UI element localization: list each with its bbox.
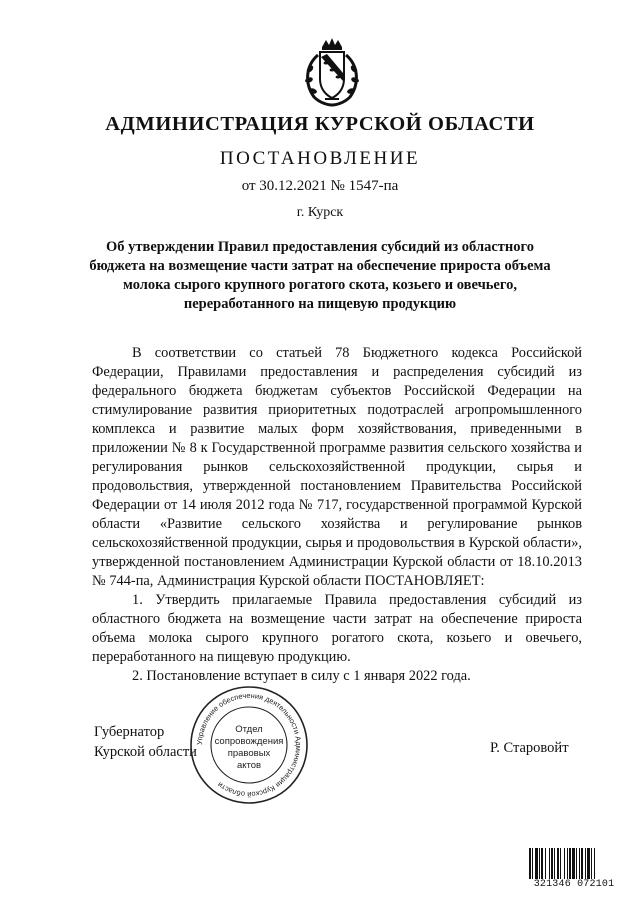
stamp-ring-text: Управление обеспечения деятельности Администрации Курской области bbox=[194, 690, 304, 800]
document-number: от 30.12.2021 № 1547-па bbox=[241, 178, 399, 194]
signatory-position-line2: Курской области bbox=[94, 744, 197, 760]
body-paragraph-item-1: 1. Утвердить прилагаемые Правила предоставления субсидий из областного бюджета на возмещение части затрат на обеспечение прироста объема молока сырого крупного рогатого скота, козьего и овечьего, переработанного на пищевую продукцию. bbox=[92, 592, 582, 665]
document-city: г. Курск bbox=[296, 205, 344, 220]
document-type: ПОСТАНОВЛЕНИЕ bbox=[219, 148, 421, 169]
stamp-line-4: актов bbox=[236, 760, 262, 771]
stamp-line-3: правовых bbox=[227, 748, 271, 759]
signatory-name: Р. Старовойт bbox=[490, 740, 569, 756]
body-paragraph-item-2: 2. Постановление вступает в силу с 1 января 2022 года. bbox=[132, 668, 471, 684]
body-paragraph-preamble: В соответствии со статьей 78 Бюджетного кодекса Российской Федерации, Правилами предоставления и распределения субсидий из федерального бюджета бюджетам субъектов Российской Федерации на стимулирование развития приоритетных подотраслей агропромышленного комплекса и развитие малых форм хозяйствования, приведенными в приложении № 8 к Государственной программе развития сельского хозяйства и регулирования рынков сельскохозяйственной продукции, сырья и продовольствия, утвержденной постановлением Правительства Российской Федерации от 14 июля 2012 года № 717, государственной программой Курской области «Развитие сельского хозяйства и регулирование рынков сельскохозяйственной продукции, сырья и продовольствия в Курской области», утвержденной постановлением Администрации Курской области от 18.10.2013 № 744-па, Администрация Курской области ПОСТАНОВЛЯЕТ: bbox=[92, 345, 582, 589]
official-stamp bbox=[188, 684, 310, 806]
signatory-position-line1: Губернатор bbox=[94, 724, 165, 740]
coat-of-arms-icon bbox=[300, 35, 364, 107]
signatory-position bbox=[94, 722, 197, 762]
stamp-line-1: Отдел bbox=[235, 724, 263, 735]
document-body bbox=[92, 344, 582, 686]
document-title: Об утверждении Правил предоставления субсидий из областного бюджета на возмещение части затрат на обеспечение прироста объема молока сырого крупного рогатого скота, козьего и овечьего, переработанного на пищевую продукцию bbox=[89, 239, 551, 312]
barcode-number: 321346 072101 bbox=[528, 879, 620, 890]
issuing-authority: АДМИНИСТРАЦИЯ КУРСКОЙ ОБЛАСТИ bbox=[105, 113, 535, 135]
stamp-line-2: сопровождения bbox=[214, 736, 284, 747]
